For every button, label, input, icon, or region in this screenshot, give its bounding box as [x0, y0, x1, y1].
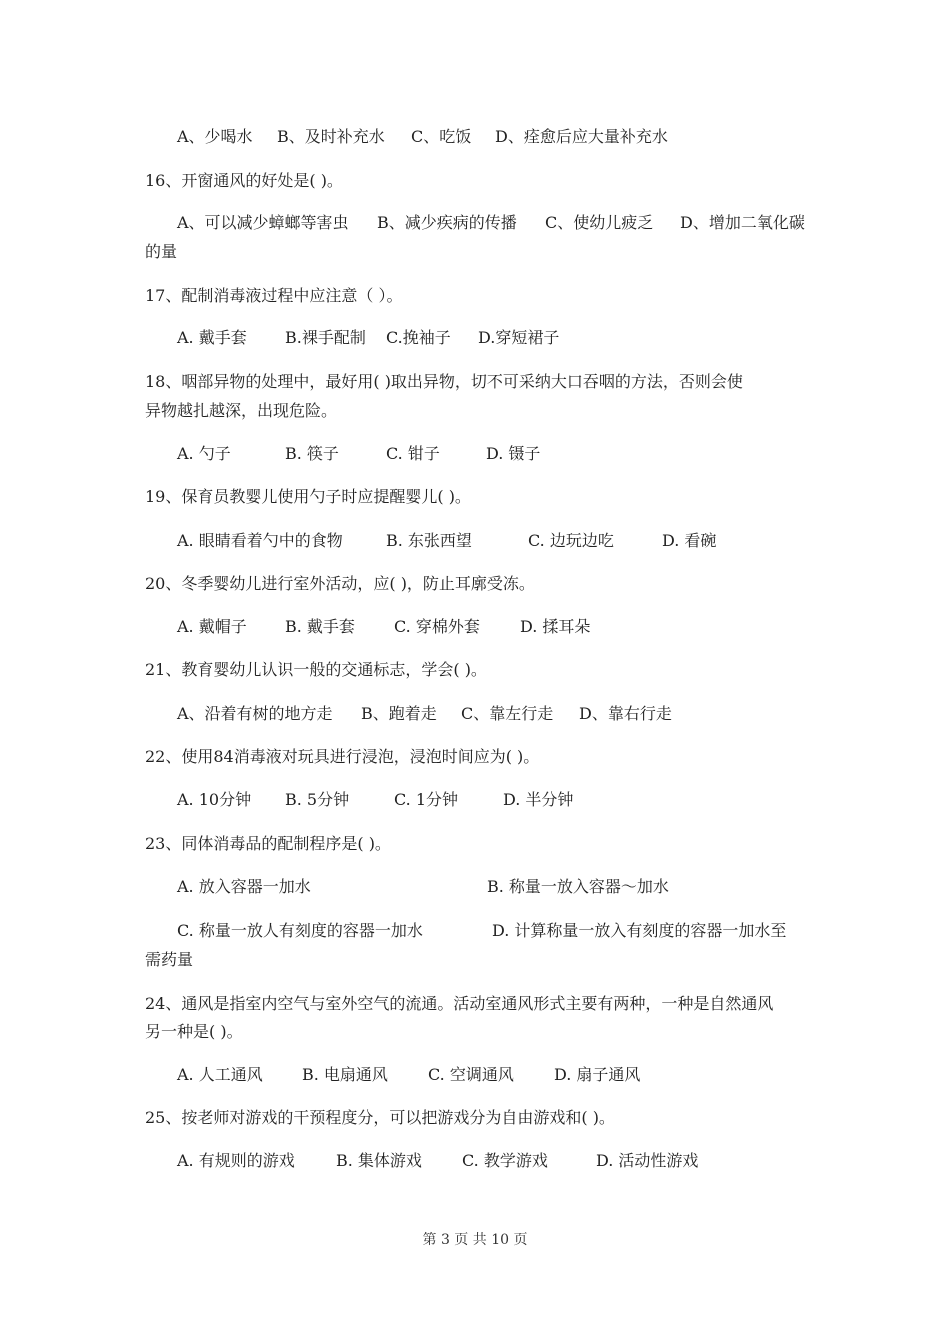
question-17-stem: 17、配制消毒液过程中应注意（ ）。: [145, 286, 403, 305]
question-23-options-row2: [177, 920, 786, 942]
option-b: B. 称量一放入容器～加水: [487, 877, 669, 896]
question-20-options: [177, 616, 590, 638]
question-18-stem: 18、咽部异物的处理中，最好用( )取出异物，切不可采纳大口吞咽的方法，否则会使: [145, 372, 743, 391]
option-b: B. 戴手套: [285, 617, 355, 636]
question-22-options: [177, 789, 573, 811]
question-25-options: [177, 1150, 698, 1172]
question-21-stem: 21、教育婴幼儿认识一般的交通标志，学会( )。: [145, 660, 487, 679]
option-b: B、减少疾病的传播: [377, 213, 517, 232]
option-b: B. 电扇通风: [302, 1065, 388, 1084]
question-24-options: [177, 1064, 640, 1086]
option-b: B、及时补充水: [277, 127, 385, 146]
option-c: C. 教学游戏: [462, 1151, 548, 1170]
question-18-options: [177, 443, 540, 465]
option-a: A. 勺子: [177, 444, 231, 463]
option-b: B.裸手配制: [285, 328, 366, 347]
option-a: A. 放入容器一加水: [177, 877, 311, 896]
question-17-options: [177, 327, 559, 349]
option-d: D. 活动性游戏: [596, 1151, 699, 1170]
option-a: A、沿着有树的地方走: [177, 704, 333, 723]
question-18-continuation: 异物越扎越深，出现危险。: [145, 401, 338, 420]
option-c: C、靠左行走: [461, 704, 554, 723]
question-16-continuation: 的量: [145, 242, 178, 261]
option-a: A. 人工通风: [177, 1065, 263, 1084]
question-25-stem: 25、按老师对游戏的干预程度分，可以把游戏分为自由游戏和( )。: [145, 1108, 615, 1127]
option-b: B. 5分钟: [285, 790, 350, 809]
option-c: C. 1分钟: [394, 790, 459, 809]
option-a: A. 眼睛看着勺中的食物: [177, 531, 343, 550]
option-a: A. 戴手套: [177, 328, 247, 347]
question-24-continuation: 另一种是( )。: [145, 1022, 243, 1041]
option-a: A、可以减少蟑螂等害虫: [177, 213, 349, 232]
option-c: C. 边玩边吃: [528, 531, 614, 550]
option-d: D. 看碗: [662, 531, 717, 550]
question-20-stem: 20、冬季婴幼儿进行室外活动，应( )，防止耳廓受冻。: [145, 574, 535, 593]
question-23-continuation: 需药量: [145, 950, 194, 969]
option-c: C.挽袖子: [386, 328, 451, 347]
option-b: B. 筷子: [285, 444, 339, 463]
question-19-stem: 19、保育员教婴儿使用勺子时应提醒婴儿( )。: [145, 487, 471, 506]
option-b: B. 东张西望: [386, 531, 472, 550]
option-d: D. 镊子: [486, 444, 541, 463]
option-d: D. 揉耳朵: [520, 617, 591, 636]
page-number: 第 3 页 共 10 页: [422, 1232, 528, 1248]
question-24-stem: 24、通风是指室内空气与室外空气的流通。活动室通风形式主要有两种，一种是自然通风: [145, 994, 774, 1013]
option-c: C. 称量一放人有刻度的容器一加水: [177, 921, 423, 940]
option-b: B. 集体游戏: [336, 1151, 422, 1170]
option-d: D、增加二氧化碳: [680, 213, 805, 232]
option-c: C. 穿棉外套: [394, 617, 480, 636]
option-d: D. 计算称量一放入有刻度的容器一加水至: [492, 921, 787, 940]
option-a: A. 有规则的游戏: [177, 1151, 295, 1170]
option-a: A、少喝水: [177, 127, 253, 146]
question-22-stem: 22、使用84消毒液对玩具进行浸泡，浸泡时间应为( )。: [145, 747, 540, 766]
option-c: C. 钳子: [386, 444, 440, 463]
option-a: A. 戴帽子: [177, 617, 247, 636]
question-23-options-row1: [177, 876, 669, 898]
option-c: C、使幼儿疲乏: [545, 213, 654, 232]
question-19-options: [177, 530, 716, 552]
question-23-stem: 23、同体消毒品的配制程序是( )。: [145, 834, 391, 853]
question-15-options: [177, 126, 668, 148]
option-d: D、靠右行走: [579, 704, 672, 723]
option-d: D.穿短裙子: [478, 328, 560, 347]
option-d: D、痊愈后应大量补充水: [495, 127, 668, 146]
question-16-options: [177, 212, 805, 234]
option-c: C、吃饭: [411, 127, 472, 146]
option-d: D. 扇子通风: [554, 1065, 641, 1084]
option-a: A. 10分钟: [177, 790, 252, 809]
option-d: D. 半分钟: [503, 790, 574, 809]
option-b: B、跑着走: [361, 704, 437, 723]
question-21-options: [177, 703, 672, 725]
option-c: C. 空调通风: [428, 1065, 514, 1084]
question-16-stem: 16、开窗通风的好处是( )。: [145, 171, 343, 190]
